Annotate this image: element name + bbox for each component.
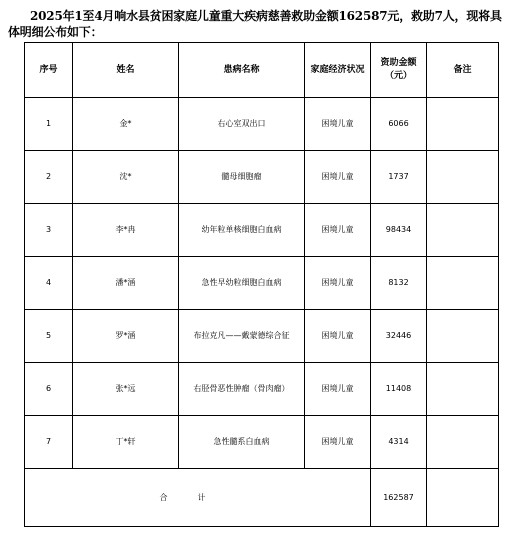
cell-economic-status: 困境儿童 bbox=[305, 257, 371, 310]
cell-disease: 右心室双出口 bbox=[179, 98, 305, 151]
table-header-row bbox=[25, 43, 499, 98]
header-remarks: 备注 bbox=[427, 43, 499, 98]
cell-amount: 32446 bbox=[371, 310, 427, 363]
cell-serial: 2 bbox=[25, 151, 73, 204]
table-row bbox=[25, 363, 499, 416]
table-row bbox=[25, 151, 499, 204]
cell-amount: 1737 bbox=[371, 151, 427, 204]
cell-amount: 98434 bbox=[371, 204, 427, 257]
cell-remarks bbox=[427, 310, 499, 363]
cell-economic-status: 困境儿童 bbox=[305, 310, 371, 363]
cell-name: 沈* bbox=[73, 151, 179, 204]
cell-serial: 7 bbox=[25, 416, 73, 469]
cell-remarks bbox=[427, 257, 499, 310]
cell-disease: 髓母细胞瘤 bbox=[179, 151, 305, 204]
header-serial: 序号 bbox=[25, 43, 73, 98]
cell-amount: 11408 bbox=[371, 363, 427, 416]
header-disease: 患病名称 bbox=[179, 43, 305, 98]
cell-serial: 5 bbox=[25, 310, 73, 363]
cell-disease: 急性早幼粒细胞白血病 bbox=[179, 257, 305, 310]
cell-disease: 急性髓系白血病 bbox=[179, 416, 305, 469]
cell-serial: 6 bbox=[25, 363, 73, 416]
cell-serial: 1 bbox=[25, 98, 73, 151]
cell-disease: 幼年粒单核细胞白血病 bbox=[179, 204, 305, 257]
cell-name: 潘*涵 bbox=[73, 257, 179, 310]
header-name: 姓名 bbox=[73, 43, 179, 98]
cell-amount: 8132 bbox=[371, 257, 427, 310]
total-label: 合计 bbox=[159, 492, 236, 502]
total-amount: 162587 bbox=[371, 469, 427, 527]
cell-name: 金* bbox=[73, 98, 179, 151]
cell-remarks bbox=[427, 363, 499, 416]
total-label-cell bbox=[25, 469, 371, 527]
table-row bbox=[25, 257, 499, 310]
cell-economic-status: 困境儿童 bbox=[305, 363, 371, 416]
cell-remarks bbox=[427, 416, 499, 469]
cell-serial: 3 bbox=[25, 204, 73, 257]
cell-disease: 右胫骨恶性肿瘤（骨肉瘤） bbox=[179, 363, 305, 416]
cell-name: 丁*轩 bbox=[73, 416, 179, 469]
table-row bbox=[25, 204, 499, 257]
intro-paragraph: 2025年1至4月响水县贫困家庭儿童重大疾病慈善救助金额162587元，救助7人，现将具体明细公布如下： bbox=[8, 9, 502, 39]
cell-name: 李*冉 bbox=[73, 204, 179, 257]
cell-name: 张*远 bbox=[73, 363, 179, 416]
cell-disease: 布拉克凡——戴蒙德综合征 bbox=[179, 310, 305, 363]
table-total-row bbox=[25, 469, 499, 527]
cell-name: 罗*涵 bbox=[73, 310, 179, 363]
cell-economic-status: 困境儿童 bbox=[305, 151, 371, 204]
header-amount: 资助金额（元） bbox=[371, 43, 427, 98]
cell-economic-status: 困境儿童 bbox=[305, 416, 371, 469]
cell-remarks bbox=[427, 204, 499, 257]
table-row bbox=[25, 98, 499, 151]
cell-amount: 6066 bbox=[371, 98, 427, 151]
cell-serial: 4 bbox=[25, 257, 73, 310]
cell-remarks bbox=[427, 151, 499, 204]
table-row bbox=[25, 416, 499, 469]
table-row bbox=[25, 310, 499, 363]
header-economic-status: 家庭经济状况 bbox=[305, 43, 371, 98]
aid-detail-table bbox=[24, 42, 499, 527]
total-remarks bbox=[427, 469, 499, 527]
cell-remarks bbox=[427, 98, 499, 151]
cell-economic-status: 困境儿童 bbox=[305, 204, 371, 257]
cell-amount: 4314 bbox=[371, 416, 427, 469]
cell-economic-status: 困境儿童 bbox=[305, 98, 371, 151]
